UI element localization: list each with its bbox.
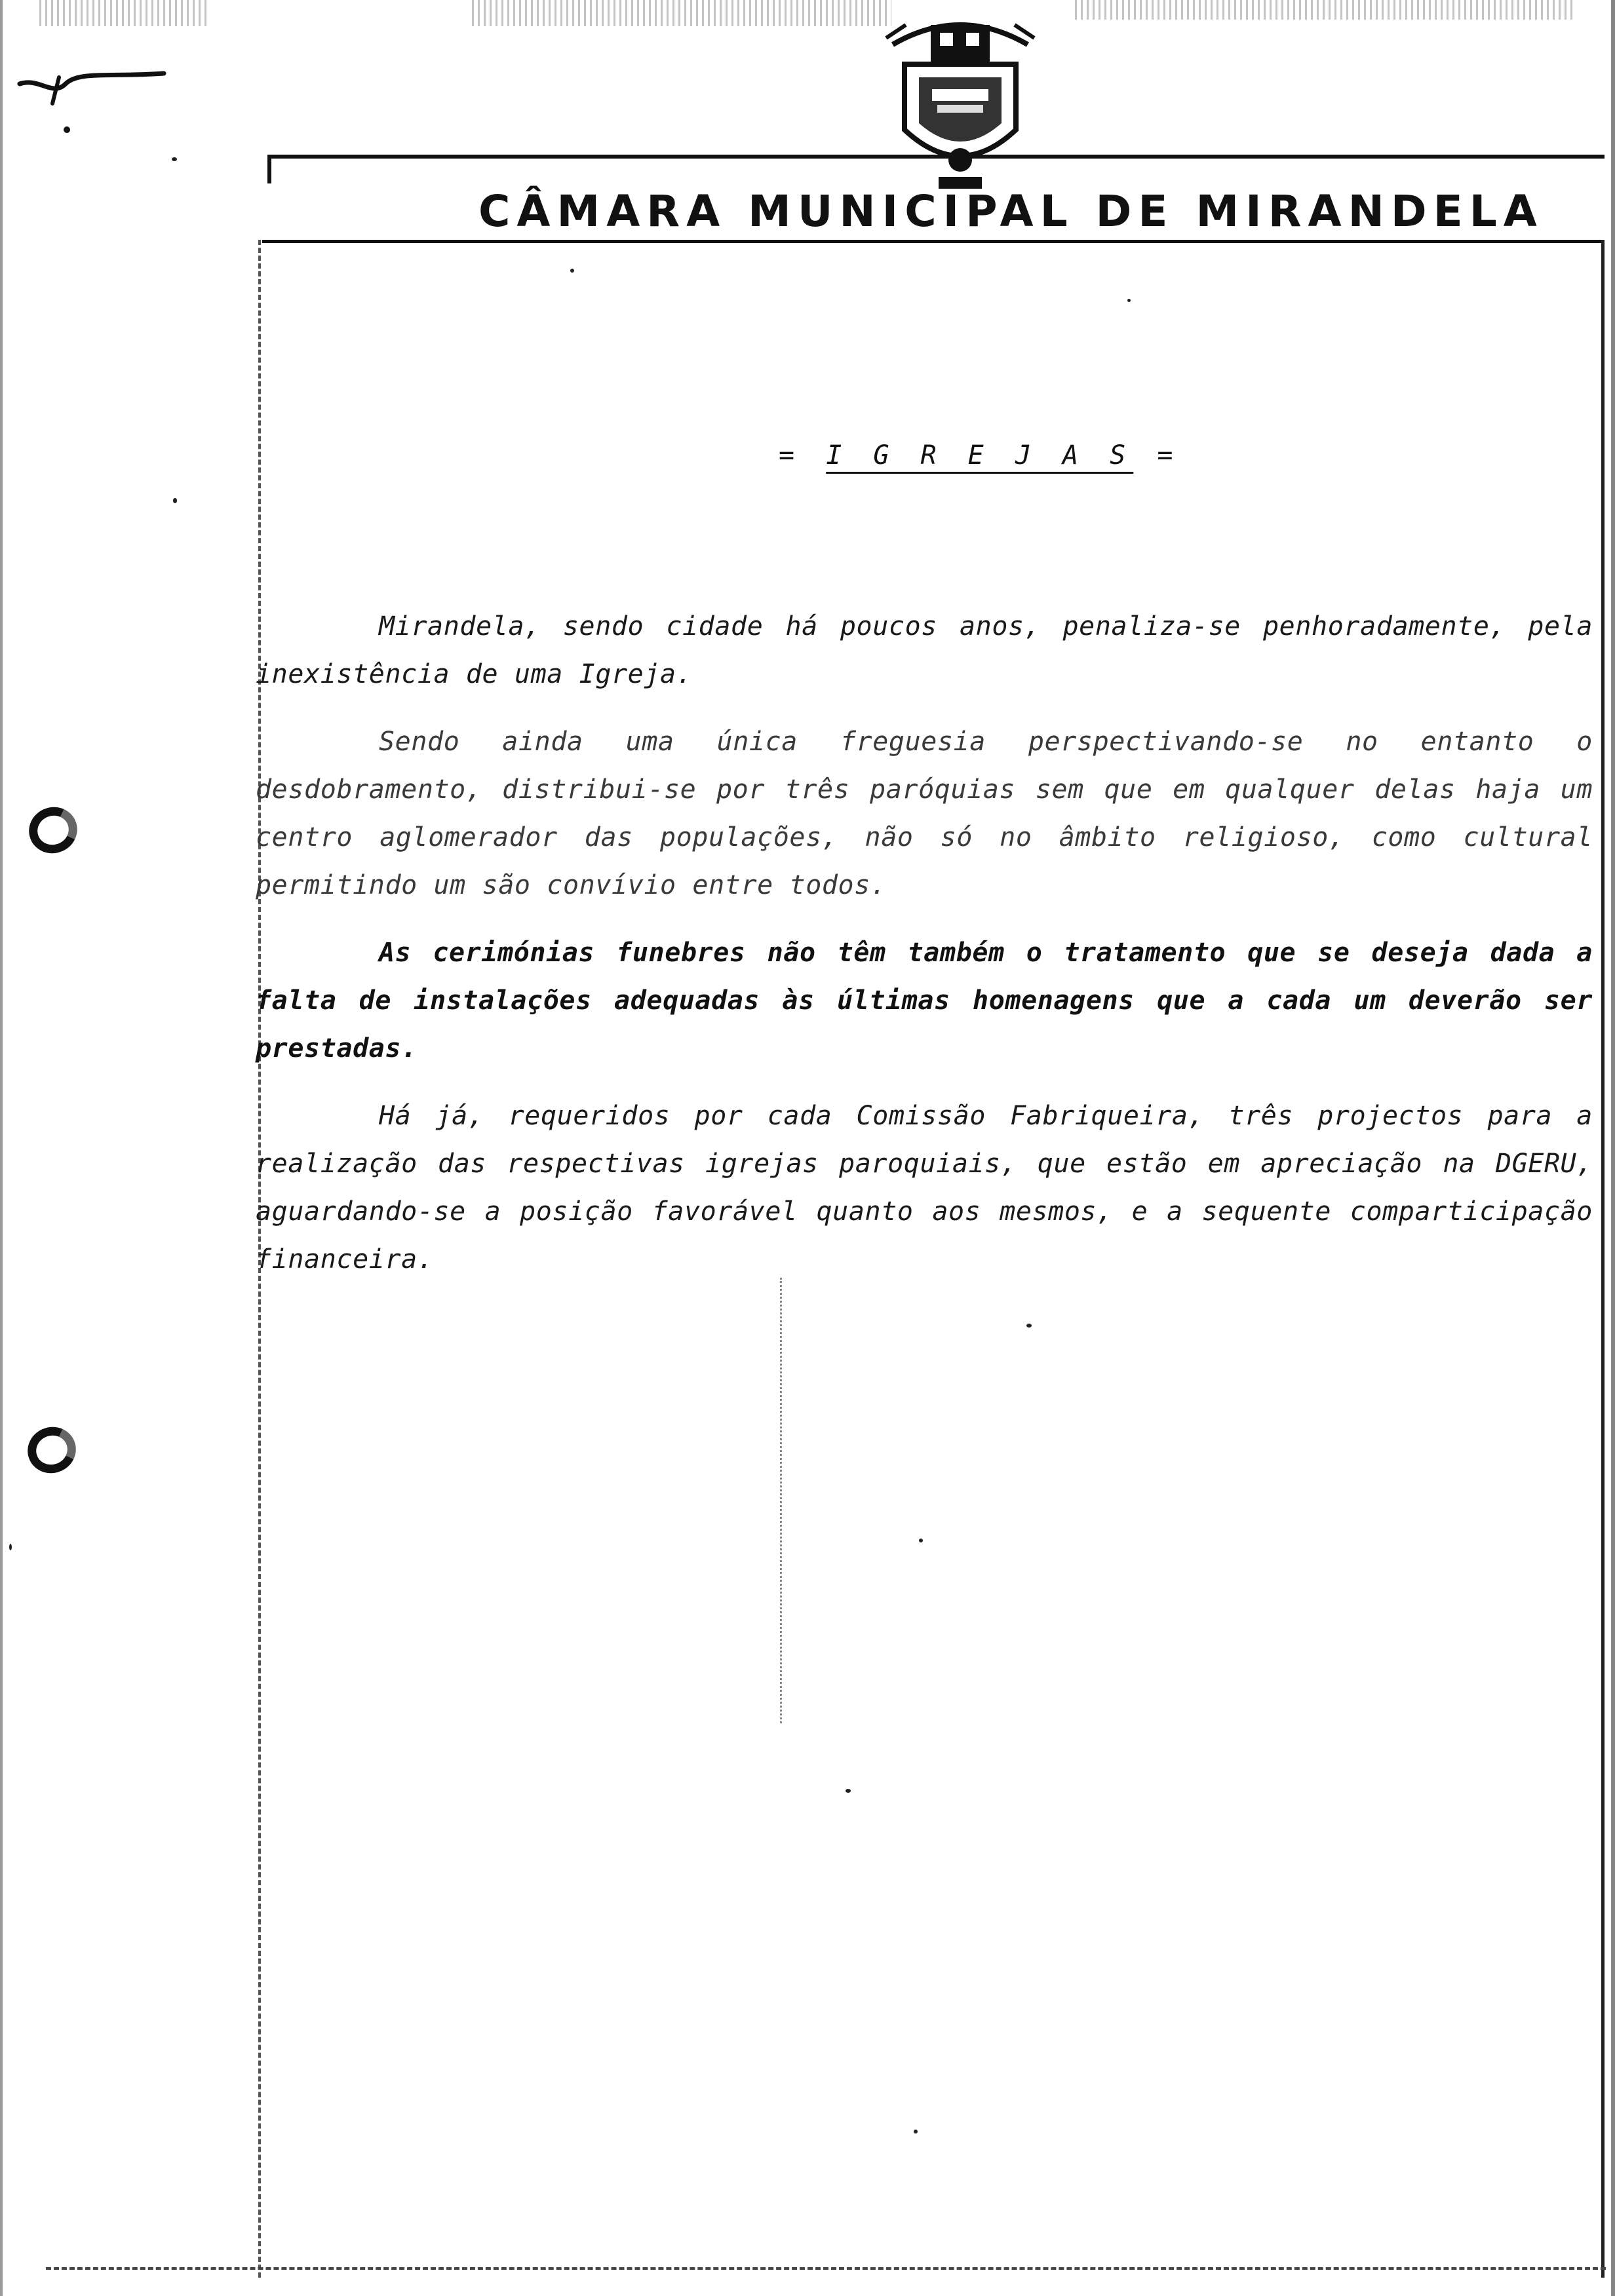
scan-bottom-edge — [46, 2267, 1606, 2270]
scan-speckle — [173, 498, 177, 503]
punch-hole-icon — [21, 1420, 82, 1480]
paragraph: Há já, requeridos por cada Comissão Fabriqueira, três projectos para a realização das respectivas igrejas paroquiais, que estão em apreciação na DGERU, aguardando-se a posição favorável quanto aos mesmos, e a sequente comparticipação financeira. — [256, 1101, 1593, 1274]
heading-text: I G R E J A S — [826, 440, 1134, 470]
scan-smudge — [39, 0, 210, 26]
heading-prefix: = — [779, 440, 803, 470]
scan-speckle — [914, 2130, 918, 2133]
punch-hole-icon — [22, 800, 83, 860]
paragraph: Sendo ainda uma única freguesia perspectivando-se no entanto o desdobramento, distribui-se por três paróquias sem que em qualquer delas haja um centro aglomerador das populações, não só no âmbito religioso, como cultural permitindo um são convívio entre todos. — [256, 727, 1593, 900]
scan-edge-right — [1611, 0, 1615, 2296]
scan-speckle — [9, 1544, 12, 1550]
scan-smudge — [1075, 0, 1573, 20]
scan-smudge — [472, 0, 891, 26]
letterhead — [267, 155, 1605, 237]
letterhead-title: CÂMARA MUNICIPAL DE MIRANDELA — [478, 186, 1544, 237]
scan-speckle — [919, 1539, 923, 1542]
scan-speckle — [570, 269, 574, 273]
scan-speckle — [1127, 299, 1131, 302]
scan-edge-left — [0, 0, 3, 2296]
heading-suffix: = — [1157, 440, 1181, 470]
scan-speckle — [172, 157, 177, 161]
scan-speckle — [846, 1789, 851, 1793]
document-heading — [779, 440, 1180, 470]
handwritten-mark-icon — [13, 58, 170, 136]
letterhead-frame — [267, 155, 1605, 183]
paragraph: Mirandela, sendo cidade há poucos anos, penaliza-se penhoradamente, pela inexistência de uma Igreja. — [256, 611, 1593, 689]
paragraph: As cerimónias funebres não têm também o tratamento que se deseja dada a falta de instalações adequadas às últimas homenagens que a cada um deverão ser prestadas. — [256, 938, 1593, 1063]
scan-speckle — [1026, 1324, 1032, 1328]
document-body — [256, 603, 1593, 1303]
scan-artifact-line — [780, 1278, 782, 1723]
